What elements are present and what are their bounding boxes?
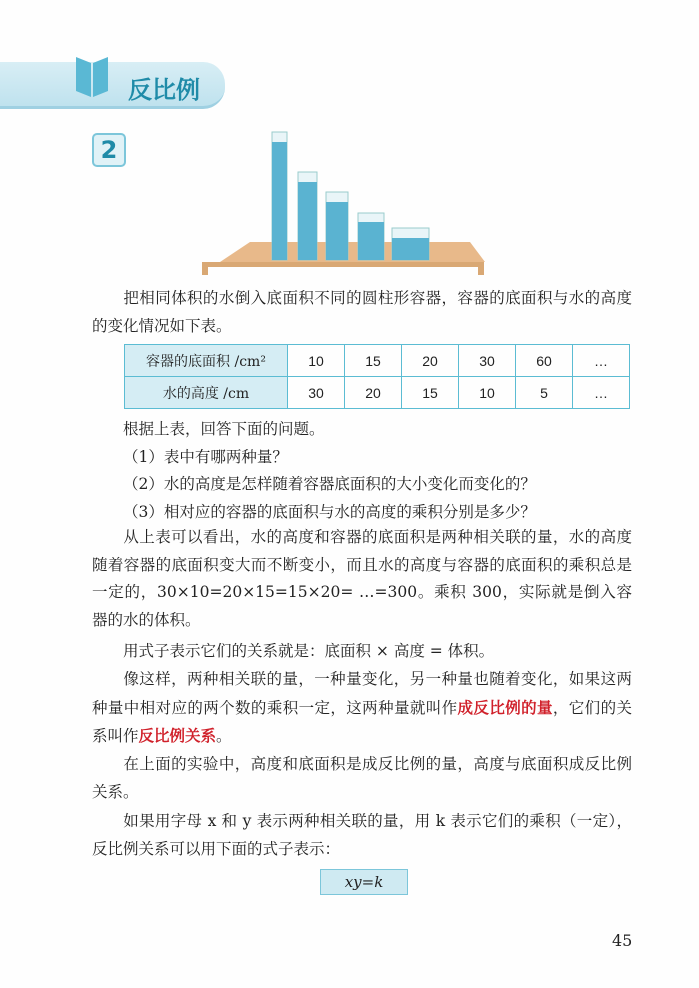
- example-number-badge: 2: [92, 133, 126, 167]
- section-title: 反比例: [128, 76, 200, 104]
- data-table: [124, 344, 630, 409]
- questions-lead: 根据上表，回答下面的问题。: [123, 420, 325, 438]
- table-row: [125, 345, 630, 377]
- explanation-paragraph: 从上表可以看出，水的高度和容器的底面积是两种相关联的量，水的高度随着容器的底面积变大而不断变小，而且水的高度与容器的底面积的乘积总是一定的，30×10=20×15=15×20= …=300。乘积 300，实际就是倒入容器的水的体积。: [92, 528, 632, 629]
- term-inverse-quantities: 成反比例的量: [457, 697, 553, 717]
- table-cell: 15: [402, 377, 459, 409]
- cylinders-illustration: [200, 130, 490, 275]
- table-cell: 20: [345, 377, 402, 409]
- letters-paragraph: 如果用字母 x 和 y 表示两种相关联的量，用 k 表示它们的乘积（一定），反比例关系可以用下面的式子表示：: [92, 812, 632, 858]
- table-row: [125, 377, 630, 409]
- question-3: （3）相对应的容器的底面积与水的高度的乘积分别是多少？: [123, 502, 536, 521]
- table-cell: 10: [288, 345, 345, 377]
- table-cell: 30: [288, 377, 345, 409]
- formula-sentence: 用式子表示它们的关系就是：底面积 × 高度 = 体积。: [123, 642, 495, 660]
- table-cell: 15: [345, 345, 402, 377]
- row-header: 容器的底面积 /cm²: [125, 345, 288, 377]
- table-cell: 30: [459, 345, 516, 377]
- formula-box: xy=k: [320, 869, 408, 895]
- term-inverse-relation: 反比例关系: [138, 726, 217, 745]
- questions: [92, 416, 632, 526]
- question-1: （1）表中有哪两种量？: [123, 447, 288, 466]
- table-cell: …: [573, 345, 630, 377]
- definition-paragraph: 像这样，两种相关联的量，一种量变化，另一种量也随着变化，如果这两种量中相对应的两个数的乘积一定，这两种量就叫作成反比例的量，它们的关系叫作反比例关系。: [92, 670, 632, 745]
- table-cell: …: [573, 377, 630, 409]
- experiment-paragraph: 在上面的实验中，高度和底面积是成反比例的量，高度与底面积成反比例关系。: [92, 755, 632, 801]
- table-cell: 60: [516, 345, 573, 377]
- page-number: 45: [612, 931, 633, 950]
- table-cell: 10: [459, 377, 516, 409]
- table-cell: 5: [516, 377, 573, 409]
- book-icon: [75, 55, 109, 99]
- intro-paragraph: 把相同体积的水倒入底面积不同的圆柱形容器，容器的底面积与水的高度的变化情况如下表。: [92, 289, 632, 335]
- row-header: 水的高度 /cm: [125, 377, 288, 409]
- table-cell: 20: [402, 345, 459, 377]
- question-2: （2）水的高度是怎样随着容器底面积的大小变化而变化的？: [123, 475, 536, 493]
